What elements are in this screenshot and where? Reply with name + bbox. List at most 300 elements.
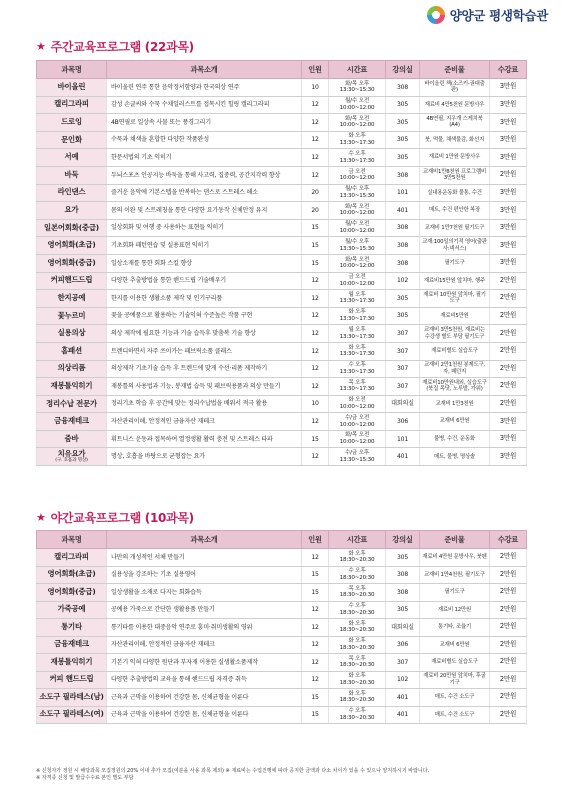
course-intro: 한지를 이용한 생활소품 제작 및 인기구리품 xyxy=(107,290,302,308)
schedule-line: 10:00~12:00 xyxy=(339,228,375,235)
course-name xyxy=(37,360,107,378)
table-row xyxy=(37,149,527,167)
schedule-line: 월/수 오후 xyxy=(344,186,370,193)
course-intro: 두뇌스포츠 인공지능 바둑을 통해 사고력, 집중력, 공간지각력 향상 xyxy=(107,166,302,184)
capacity: 12 xyxy=(302,325,329,343)
schedule-line: 화 오후 xyxy=(348,344,366,351)
schedule-line: 13:30~17:30 xyxy=(339,140,375,147)
schedule-line: 13:30~15:30 xyxy=(339,456,375,463)
schedule-line: 화 오후 xyxy=(348,690,366,697)
course-intro: 트렌디하면서 자주 쓰이가는 패브릭소품 클래스 xyxy=(107,342,302,360)
tuition-fee: 2만원 xyxy=(490,290,527,308)
table-row xyxy=(37,290,527,308)
course-name-note: (구. 호흡과 명상) xyxy=(55,458,88,464)
tuition-fee: 2만원 xyxy=(490,654,527,672)
table-row xyxy=(37,619,527,637)
column-header: 인원 xyxy=(302,531,329,549)
tuition-fee: 2만원 xyxy=(490,619,527,637)
schedule-line: 화 오후 xyxy=(348,550,366,557)
classroom: 401 xyxy=(386,706,420,724)
table-row xyxy=(37,413,527,431)
materials: 실내용운동화 물통, 수건 xyxy=(420,184,490,202)
capacity: 12 xyxy=(302,166,329,184)
tuition-fee: 3만원 xyxy=(490,184,527,202)
tuition-fee: 2만원 xyxy=(490,566,527,584)
schedule-line: 화 오전 xyxy=(348,397,366,404)
classroom: 305 xyxy=(386,290,420,308)
capacity: 20 xyxy=(302,202,329,220)
table-row xyxy=(37,706,527,724)
materials: 필기도구 xyxy=(420,254,490,272)
course-name xyxy=(37,566,107,584)
tuition-fee: 3만원 xyxy=(490,448,527,466)
tuition-fee: 2만원 xyxy=(490,549,527,567)
course-intro: 근육과 근막을 이용하여 건강한 몸, 신체균형을 이룬다 xyxy=(107,706,302,724)
star-icon: ★ xyxy=(36,40,46,53)
materials: 교재비 1만7천원 필기도구 xyxy=(420,219,490,237)
classroom: 308 xyxy=(386,584,420,602)
schedule-line: 화/목 오전 xyxy=(344,203,370,210)
schedule xyxy=(329,636,386,654)
capacity: 10 xyxy=(302,395,329,413)
course-name xyxy=(37,307,107,325)
capacity: 12 xyxy=(302,619,329,637)
course-name-text: 금융재테크 xyxy=(54,639,89,649)
schedule-line: 목 오후 xyxy=(348,655,366,662)
classroom: 305 xyxy=(386,96,420,114)
table-row xyxy=(37,430,527,448)
course-name xyxy=(37,601,107,619)
course-intro: 재봉틀의 사용법과 기능, 봉재법 습득 및 패브릭용품과 의상 만들기 xyxy=(107,378,302,396)
table-row xyxy=(37,671,527,689)
capacity: 12 xyxy=(302,342,329,360)
course-name-text: 정리수납 전문가 xyxy=(46,398,97,408)
schedule-line: 13:30~15:30 xyxy=(339,245,375,252)
tuition-fee: 2만원 xyxy=(490,584,527,602)
course-name xyxy=(37,149,107,167)
course-name xyxy=(37,237,107,255)
course-intro: 감성 손글씨와 수묵 수채일러스트를 접목시킨 힐링 캘리그라피 xyxy=(107,96,302,114)
course-intro: 기본기 익혀 다양한 원단과 부자재 이용한 실생활소품제작 xyxy=(107,654,302,672)
capacity: 12 xyxy=(302,671,329,689)
course-name-text: 금융재테크 xyxy=(54,416,89,426)
classroom: 308 xyxy=(386,219,420,237)
course-name-text: 줌바 xyxy=(64,433,79,443)
capacity: 12 xyxy=(302,378,329,396)
materials: 매트, 물병, 명상솔 xyxy=(420,448,490,466)
classroom: 307 xyxy=(386,342,420,360)
classroom: 101 xyxy=(386,184,420,202)
tuition-fee: 3만원 xyxy=(490,430,527,448)
table-row xyxy=(37,342,527,360)
schedule xyxy=(329,149,386,167)
course-name xyxy=(37,131,107,149)
classroom: 102 xyxy=(386,671,420,689)
evening-title-text: 야간교육프로그램 (10과목) xyxy=(50,511,194,525)
table-row xyxy=(37,549,527,567)
course-name-text: 가죽공예 xyxy=(57,604,86,614)
course-name-text: 한지공예 xyxy=(57,292,86,302)
schedule xyxy=(329,290,386,308)
column-header: 과목명 xyxy=(37,531,107,549)
evening-table-header xyxy=(37,531,527,549)
table-row xyxy=(37,566,527,584)
materials: 교재:100일의기적 영어(출판사:넥서스) xyxy=(420,237,490,255)
course-name xyxy=(37,325,107,343)
capacity: 12 xyxy=(302,636,329,654)
course-name xyxy=(37,166,107,184)
course-name xyxy=(37,202,107,220)
column-header: 수강료 xyxy=(490,531,527,549)
table-row xyxy=(37,584,527,602)
schedule xyxy=(329,430,386,448)
schedule-line: 화 오후 xyxy=(348,673,366,680)
classroom: 308 xyxy=(386,566,420,584)
table-row xyxy=(37,272,527,290)
schedule-line: 월 오후 xyxy=(348,326,366,333)
schedule-line: 화/목 오전 xyxy=(344,256,370,263)
schedule-line: 18:30~20:30 xyxy=(339,679,375,686)
capacity: 12 xyxy=(302,448,329,466)
course-name xyxy=(37,706,107,724)
course-intro: 공예용 가죽으로 간단한 생활용품 만들기 xyxy=(107,601,302,619)
schedule-line: 13:30~17:30 xyxy=(339,386,375,393)
course-name-text: 바둑 xyxy=(64,169,79,179)
capacity: 15 xyxy=(302,566,329,584)
materials: 재료비 20만원 앞치마, 후굴기구 xyxy=(420,671,490,689)
course-name-text: 통기타 xyxy=(61,621,82,631)
classroom: 401 xyxy=(386,202,420,220)
tuition-fee: 3만원 xyxy=(490,237,527,255)
schedule xyxy=(329,654,386,672)
table-row xyxy=(37,448,527,466)
classroom: 401 xyxy=(386,689,420,707)
capacity: 12 xyxy=(302,601,329,619)
schedule-line: 13:30~15:30 xyxy=(339,192,375,199)
schedule-line: 18:30~20:30 xyxy=(339,574,375,581)
materials: 매트, 수건 편안한 복장 xyxy=(420,202,490,220)
capacity: 12 xyxy=(302,272,329,290)
schedule-line: 18:30~20:30 xyxy=(339,592,375,599)
course-name xyxy=(37,395,107,413)
course-intro: 자산관리이해, 안정적인 금융자산 재테크 xyxy=(107,636,302,654)
course-name-text: 캘리그라피 xyxy=(54,551,89,561)
tuition-fee: 3만원 xyxy=(490,254,527,272)
schedule xyxy=(329,202,386,220)
schedule xyxy=(329,307,386,325)
materials: 교재비1만8천원 프로그램비3만5천원 xyxy=(420,166,490,184)
capacity: 12 xyxy=(302,413,329,431)
schedule-line: 10:00~12:00 xyxy=(339,421,375,428)
course-name-text: 치유요가 xyxy=(57,448,86,458)
tuition-fee: 3만원 xyxy=(490,413,527,431)
schedule-line: 수 오후 xyxy=(348,150,366,157)
schedule-line: 월/수 오후 xyxy=(344,238,370,245)
column-header: 수강료 xyxy=(490,61,527,79)
schedule xyxy=(329,566,386,584)
materials: 재료비 10만원 앞치마, 필기도구 xyxy=(420,290,490,308)
course-name xyxy=(37,342,107,360)
tuition-fee: 2만원 xyxy=(490,601,527,619)
course-intro: 일상회화 및 여행 중 사용하는 표현들 익히기 xyxy=(107,219,302,237)
materials: 물병, 수건, 운동화 xyxy=(420,430,490,448)
weekday-section-title xyxy=(36,38,194,55)
capacity: 20 xyxy=(302,184,329,202)
tuition-fee: 2만원 xyxy=(490,360,527,378)
course-name xyxy=(37,448,107,466)
column-header: 준비물 xyxy=(420,61,490,79)
classroom: 308 xyxy=(386,237,420,255)
classroom: 307 xyxy=(386,360,420,378)
course-intro: 다양한 추출방법의 교육을 통해 핸드드립 자격증 취득 xyxy=(107,671,302,689)
schedule-line: 목 오후 xyxy=(348,379,366,386)
schedule xyxy=(329,671,386,689)
schedule xyxy=(329,413,386,431)
tuition-fee: 2만원 xyxy=(490,307,527,325)
schedule-line: 월/수 오전 xyxy=(344,98,370,105)
course-name-text: 문인화 xyxy=(61,134,82,144)
tuition-fee: 2만원 xyxy=(490,395,527,413)
classroom: 305 xyxy=(386,601,420,619)
capacity: 15 xyxy=(302,254,329,272)
materials: 교재비 1만3천원 xyxy=(420,395,490,413)
materials: 교재비 6만원 xyxy=(420,636,490,654)
materials: 재료비15만원 앞치마, 행주 xyxy=(420,272,490,290)
schedule xyxy=(329,549,386,567)
course-name-text: 캘리그라피 xyxy=(54,99,89,109)
course-name xyxy=(37,584,107,602)
schedule-line: 13:30~17:30 xyxy=(339,157,375,164)
materials: 4B연필, 지우개 스케치북(A4) xyxy=(420,114,490,132)
schedule-line: 10:00~12:00 xyxy=(339,210,375,217)
schedule-line: 화/목 오전 xyxy=(344,432,370,439)
course-intro: 기초회화 패턴연습 및 실용표현 익히기 xyxy=(107,237,302,255)
course-name xyxy=(37,254,107,272)
schedule-line: 화 오후 xyxy=(348,638,366,645)
materials: 재료비5만원 xyxy=(420,307,490,325)
course-name-text: 소도구 필라테스(여) xyxy=(39,709,104,719)
capacity: 12 xyxy=(302,114,329,132)
capacity: 12 xyxy=(302,96,329,114)
course-name-text: 커피핸드드립 xyxy=(50,275,93,285)
table-row xyxy=(37,219,527,237)
schedule xyxy=(329,131,386,149)
column-header: 인원 xyxy=(302,61,329,79)
schedule-line: 금 오전 xyxy=(348,168,366,175)
tuition-fee: 2만원 xyxy=(490,325,527,343)
classroom: 305 xyxy=(386,149,420,167)
course-name-text: 바이올린 xyxy=(57,81,86,91)
course-name-text: 서예 xyxy=(64,152,79,162)
evening-table xyxy=(36,530,527,724)
table-row xyxy=(37,184,527,202)
schedule-line: 수 오후 xyxy=(348,568,366,575)
schedule-line: 18:30~20:30 xyxy=(339,557,375,564)
materials: 재료비10만원내외, 실습도구 (북집 목닷, 노루발, 가위) xyxy=(420,378,490,396)
classroom: 308 xyxy=(386,166,420,184)
capacity: 12 xyxy=(302,360,329,378)
schedule xyxy=(329,584,386,602)
tuition-fee: 2만원 xyxy=(490,378,527,396)
materials: 재료비별도 실습도구 xyxy=(420,342,490,360)
course-name xyxy=(37,619,107,637)
course-name xyxy=(37,654,107,672)
schedule xyxy=(329,79,386,97)
star-icon: ★ xyxy=(36,511,46,524)
course-name-text: 홈패션 xyxy=(61,345,82,355)
classroom: 305 xyxy=(386,549,420,567)
course-intro: 명상, 호흡을 바탕으로 균형잡는 요가 xyxy=(107,448,302,466)
logo-text: 양양군 평생학습관 xyxy=(449,8,548,23)
course-intro: 다양한 추출방법을 통한 핸드드립 기술배우기 xyxy=(107,272,302,290)
schedule-line: 금 오전 xyxy=(348,274,366,281)
schedule xyxy=(329,184,386,202)
capacity: 15 xyxy=(302,706,329,724)
course-name xyxy=(37,671,107,689)
course-name xyxy=(37,96,107,114)
schedule xyxy=(329,706,386,724)
course-name xyxy=(37,219,107,237)
tuition-fee: 3만원 xyxy=(490,149,527,167)
course-name-text: 꽃누르미 xyxy=(57,310,86,320)
footnote-1: ※ 신청자가 정원 시 해당과목 모집정원의 20% 이내 추가 모집(여분을 사용 과목 제외) ※ 재료비는 수업진행에 따라 공지한 금액과 다소 차이가 있을 수 있으나 양지하시기 바랍니다. xyxy=(36,768,430,774)
course-name-text: 드로잉 xyxy=(61,117,82,127)
schedule xyxy=(329,272,386,290)
course-name-text: 영어회화(중급) xyxy=(47,257,96,267)
schedule-line: 18:30~20:30 xyxy=(339,662,375,669)
schedule-line: 목 오후 xyxy=(348,585,366,592)
schedule-line: 수/금 오후 xyxy=(344,450,370,457)
course-name-text: 영어회화(중급) xyxy=(47,586,96,596)
course-intro: 나만의 개성적인 서체 만들기 xyxy=(107,549,302,567)
course-intro: 일상생활을 소재로 다지는 회화습득 xyxy=(107,584,302,602)
course-intro: 의상제작 기초기술 습득 후 트렌드에 맞게 수선·리폼 제작하기 xyxy=(107,360,302,378)
course-intro: 몸의 이완 및 스트레칭을 통한 다양한 요가동작 신체안정 유지 xyxy=(107,202,302,220)
classroom: 305 xyxy=(386,307,420,325)
materials: 교재비 2만1천원 봉제도구, 자, 패턴지 xyxy=(420,360,490,378)
schedule-line: 18:30~20:30 xyxy=(339,627,375,634)
schedule xyxy=(329,360,386,378)
column-header: 과목소개 xyxy=(107,61,302,79)
tuition-fee: 2만원 xyxy=(490,342,527,360)
course-name-text: 재봉틀익히기 xyxy=(50,380,93,390)
schedule xyxy=(329,601,386,619)
logo xyxy=(427,6,548,24)
capacity: 15 xyxy=(302,219,329,237)
course-name-text: 일본어회화(중급) xyxy=(44,222,99,232)
materials: 필기도구 xyxy=(420,584,490,602)
capacity: 12 xyxy=(302,654,329,672)
course-intro: 의상 제작에 필요한 기능과 기술 습득후 맞춤복 기술 향상 xyxy=(107,325,302,343)
course-intro: 4B연필로 일상속 사물 또는 풍경그리기 xyxy=(107,114,302,132)
schedule xyxy=(329,237,386,255)
schedule-line: 13:30~15:30 xyxy=(339,87,375,94)
tuition-fee: 2만원 xyxy=(490,636,527,654)
course-name xyxy=(37,378,107,396)
schedule-line: 수 오후 xyxy=(348,603,366,610)
capacity: 12 xyxy=(302,149,329,167)
course-intro: 근육과 근막을 이용하여 건강한 몸, 신체균형을 이룬다 xyxy=(107,689,302,707)
tuition-fee: 2만원 xyxy=(490,689,527,707)
column-header: 시간표 xyxy=(329,531,386,549)
tuition-fee: 3만원 xyxy=(490,131,527,149)
tuition-fee: 2만원 xyxy=(490,166,527,184)
classroom: 306 xyxy=(386,413,420,431)
table-row xyxy=(37,307,527,325)
course-intro: 한문서법의 기초 익히기 xyxy=(107,149,302,167)
tuition-fee: 3만원 xyxy=(490,114,527,132)
course-name-text: 커피 핸드드립 xyxy=(49,674,94,684)
schedule-line: 10:00~12:00 xyxy=(339,280,375,287)
materials: 매트, 수건 소도구 xyxy=(420,706,490,724)
table-row xyxy=(37,654,527,672)
schedule-line: 10:00~12:00 xyxy=(339,263,375,270)
classroom: 307 xyxy=(386,654,420,672)
course-intro: 실용성을 강조하는 기초 실용영어 xyxy=(107,566,302,584)
table-row xyxy=(37,689,527,707)
course-name xyxy=(37,79,107,97)
evening-section-title xyxy=(36,509,194,526)
materials: 재료비 4만원 문방사우, 붓펜 xyxy=(420,549,490,567)
table-row xyxy=(37,237,527,255)
course-name xyxy=(37,290,107,308)
materials: 교재비 1만4천원, 필기도구 xyxy=(420,566,490,584)
table-row xyxy=(37,601,527,619)
schedule xyxy=(329,448,386,466)
schedule xyxy=(329,342,386,360)
schedule-line: 13:30~17:30 xyxy=(339,316,375,323)
schedule-line: 18:30~20:30 xyxy=(339,697,375,704)
weekday-title-text: 주간교육프로그램 (22과목) xyxy=(50,40,194,54)
schedule-line: 10:00~12:00 xyxy=(339,439,375,446)
tuition-fee: 3만원 xyxy=(490,202,527,220)
schedule-line: 수 오후 xyxy=(348,708,366,715)
column-header: 준비물 xyxy=(420,531,490,549)
column-header: 강의실 xyxy=(386,61,420,79)
classroom: 308 xyxy=(386,79,420,97)
schedule-line: 월/수 오전 xyxy=(344,221,370,228)
logo-mark-icon xyxy=(427,6,445,24)
course-name-text: 요가 xyxy=(64,205,79,215)
schedule xyxy=(329,166,386,184)
course-name-text: 실용의상 xyxy=(57,328,86,338)
course-intro: 수묵과 채색을 혼합한 다양한 작품완성 xyxy=(107,131,302,149)
classroom: 307 xyxy=(386,378,420,396)
capacity: 12 xyxy=(302,307,329,325)
schedule-line: 13:30~17:30 xyxy=(339,333,375,340)
weekday-table xyxy=(36,60,527,466)
tuition-fee: 2만원 xyxy=(490,671,527,689)
course-name-text: 라인댄스 xyxy=(57,187,86,197)
schedule-line: 18:30~20:30 xyxy=(339,714,375,721)
capacity: 15 xyxy=(302,689,329,707)
schedule-line: 13:30~17:30 xyxy=(339,298,375,305)
course-name-text: 소도구 필라테스(남) xyxy=(39,691,104,701)
course-name xyxy=(37,689,107,707)
schedule-line: 13:30~17:30 xyxy=(339,368,375,375)
schedule-line: 화/목 오후 xyxy=(344,80,370,87)
schedule-line: 10:00~12:00 xyxy=(339,403,375,410)
table-row xyxy=(37,360,527,378)
classroom: 대회의실 xyxy=(386,395,420,413)
course-name xyxy=(37,272,107,290)
course-name-text: 의상리폼 xyxy=(57,363,86,373)
column-header: 과목명 xyxy=(37,61,107,79)
header xyxy=(0,0,562,34)
course-intro: 즐거운 음악에 기본스텝을 반복하는 댄스로 스트레스 해소 xyxy=(107,184,302,202)
course-name xyxy=(37,413,107,431)
table-row xyxy=(37,96,527,114)
